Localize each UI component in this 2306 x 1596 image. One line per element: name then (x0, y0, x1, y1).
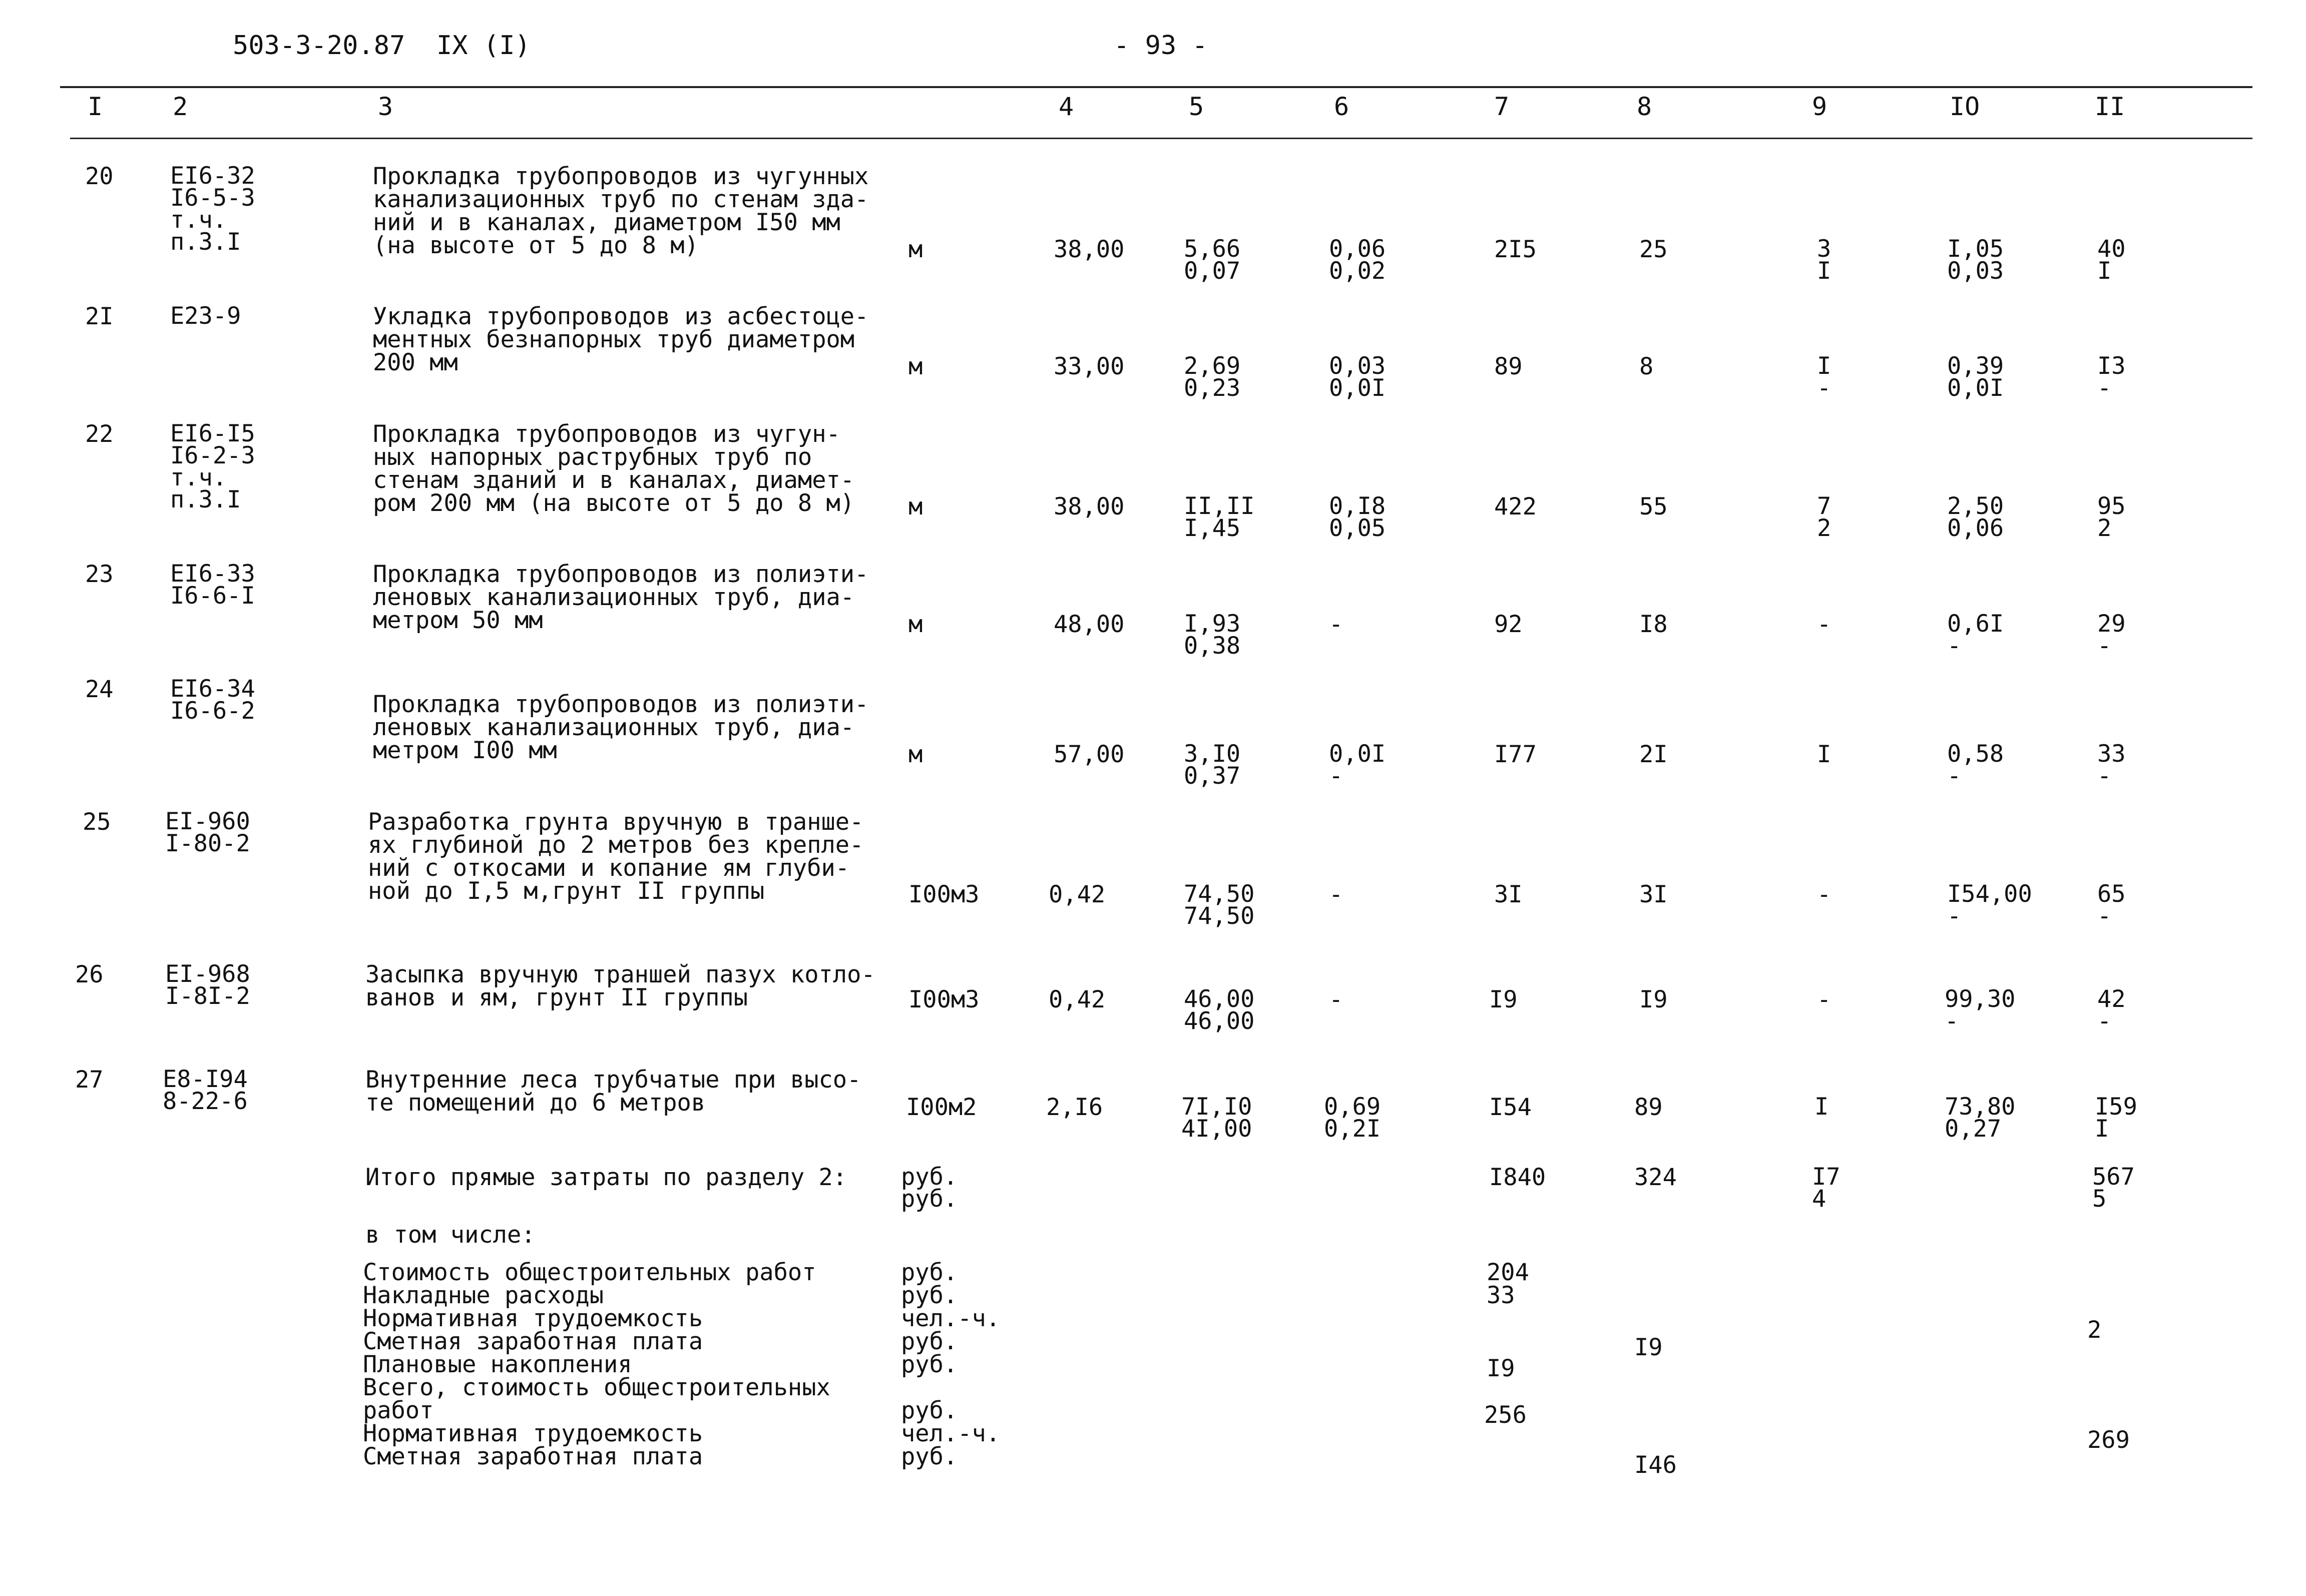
col5-value: II,II I,45 (1184, 492, 1255, 542)
col-header-11: II (2095, 92, 2125, 121)
total-label: Итого прямые затраты по разделу 2: (365, 1164, 847, 1191)
col10-value: 0,39 0,0I (1947, 352, 2004, 402)
document-code: 503-3-20.87 IX (I) (233, 31, 531, 61)
row-number: 22 (85, 420, 114, 448)
value-wages: I9 (1634, 1334, 1663, 1361)
col6-value: - (1329, 881, 1343, 908)
col7-value: 3I (1494, 881, 1523, 908)
unit: I00м3 (908, 986, 980, 1013)
col10-value: I54,00 - (1947, 880, 2032, 930)
col9-value: - (1817, 611, 1831, 638)
row-number: 26 (75, 961, 104, 988)
col10-value: 73,80 0,27 (1945, 1093, 2016, 1143)
col5-value: I,93 0,38 (1184, 610, 1241, 660)
including-label: в том числе: (365, 1221, 536, 1249)
col9-value: 7 2 (1817, 492, 1831, 542)
norm-code: EI-968 I-8I-2 (165, 960, 250, 1010)
col11-value: 29 - (2097, 610, 2126, 660)
col-header-8: 8 (1637, 92, 1652, 121)
value-overhead: 33 (1487, 1282, 1515, 1309)
col9-value: - (1817, 881, 1831, 908)
col6-value: 0,06 0,02 (1329, 235, 1386, 285)
value-labor-hours: 2 (2087, 1316, 2102, 1344)
unit: I00м3 (908, 881, 980, 908)
col9-value: 3 I (1817, 235, 1831, 285)
col8-value: 3I (1639, 881, 1668, 908)
value-total-labor-hours: 269 (2087, 1426, 2130, 1454)
quantity: 48,00 (1054, 611, 1125, 638)
value-total-wages: I46 (1634, 1451, 1677, 1479)
col-header-10: IO (1950, 92, 1980, 121)
col6-value: 0,69 0,2I (1324, 1093, 1381, 1143)
col10-value: 99,30 - (1945, 985, 2016, 1035)
col8-value: 55 (1639, 493, 1668, 520)
col11-value: 95 2 (2097, 492, 2126, 542)
col9-value: - (1817, 986, 1831, 1013)
col5-value: 7I,I0 4I,00 (1181, 1093, 1252, 1143)
col8-value: 8 (1639, 353, 1654, 380)
page-number: - 93 - (1114, 31, 1208, 61)
total-col11: 567 5 (2092, 1163, 2135, 1213)
col6-value: 0,0I - (1329, 740, 1386, 790)
summary-line-labels: Стоимость общестроительных работ Накладные расходы Нормативная трудоемкость Сметная заработная плата Плановые накопления Всего, стоимость общестроительных работ Нормативная трудоемкость Сметная заработная плата (363, 1259, 830, 1470)
table-top-rule (60, 86, 2252, 88)
work-description: Прокладка трубопроводов из полиэти- леновых канализационных труб, диа- метром 50 мм (373, 561, 869, 634)
col10-value: I,05 0,03 (1947, 235, 2004, 285)
quantity: 2,I6 (1046, 1094, 1103, 1121)
col11-value: I59 I (2095, 1093, 2137, 1143)
total-col8: 324 (1634, 1164, 1677, 1191)
col5-value: 3,I0 0,37 (1184, 740, 1241, 790)
row-number: 2I (85, 303, 114, 330)
col-header-3: 3 (378, 92, 393, 121)
col8-value: I9 (1639, 986, 1668, 1013)
unit: м (908, 236, 923, 263)
total-col9: I7 4 (1812, 1163, 1840, 1213)
col-header-4: 4 (1059, 92, 1074, 121)
col8-value: I8 (1639, 611, 1668, 638)
col6-value: 0,I8 0,05 (1329, 492, 1386, 542)
work-description: Укладка трубопроводов из асбестоце- ментных безнапорных труб диаметром 200 мм (373, 303, 869, 376)
total-col7: I840 (1489, 1164, 1546, 1191)
row-number: 20 (85, 163, 114, 190)
row-number: 23 (85, 561, 114, 588)
summary-line-units: руб. руб. чел.-ч. руб. руб. руб. чел.-ч. руб. (901, 1259, 1001, 1470)
col7-value: 92 (1494, 611, 1523, 638)
work-description: Прокладка трубопроводов из чугун- ных напорных раструбных труб по стенам зданий и в каналах, диамет- ром 200 мм (на высоте от 5 до 8 м) (373, 420, 855, 517)
col11-value: 33 - (2097, 740, 2126, 790)
quantity: 0,42 (1049, 881, 1106, 908)
unit: м (908, 611, 923, 638)
col-header-2: 2 (173, 92, 188, 121)
unit: м (908, 353, 923, 380)
col-header-5: 5 (1189, 92, 1204, 121)
quantity: 0,42 (1049, 986, 1106, 1013)
row-number: 25 (83, 808, 111, 836)
quantity: 38,00 (1054, 493, 1125, 520)
table-header-rule (70, 138, 2252, 139)
col8-value: 89 (1634, 1094, 1663, 1121)
value-planned-savings: I9 (1487, 1355, 1515, 1382)
col7-value: 89 (1494, 353, 1523, 380)
col11-value: I3 - (2097, 352, 2126, 402)
norm-code: EI6-32 I6-5-3 т.ч. п.3.I (170, 162, 255, 256)
col10-value: 0,58 - (1947, 740, 2004, 790)
col7-value: 422 (1494, 493, 1537, 520)
work-description: Прокладка трубопроводов из полиэти- леновых канализационных труб, диа- метром I00 мм (373, 691, 869, 764)
value-general-construction: 204 (1487, 1259, 1529, 1286)
col5-value: 46,00 46,00 (1184, 985, 1255, 1035)
work-description: Внутренние леса трубчатые при высо- те помещений до 6 метров (365, 1066, 861, 1117)
col7-value: I54 (1489, 1094, 1532, 1121)
col6-value: - (1329, 986, 1343, 1013)
col8-value: 2I (1639, 741, 1668, 768)
col8-value: 25 (1639, 236, 1668, 263)
col9-value: I (1817, 741, 1831, 768)
row-number: 27 (75, 1066, 104, 1094)
col9-value: I - (1817, 352, 1831, 402)
col5-value: 5,66 0,07 (1184, 235, 1241, 285)
work-description: Разработка грунта вручную в транше- ях глубиной до 2 метров без крепле- ний с откосами и копание ям глуби- ной до I,5 м,грунт II группы (368, 808, 864, 905)
work-description: Засыпка вручную траншей пазух котло- ванов и ям, грунт II группы (365, 961, 875, 1011)
unit: м (908, 741, 923, 768)
col-header-9: 9 (1812, 92, 1827, 121)
col9-value: I (1814, 1093, 1829, 1121)
col11-value: 42 - (2097, 985, 2126, 1035)
value-total-construction: 256 (1484, 1401, 1527, 1429)
col7-value: I77 (1494, 741, 1537, 768)
col10-value: 0,6I - (1947, 610, 2004, 660)
norm-code: E8-I94 8-22-6 (163, 1066, 248, 1115)
col6-value: - (1329, 611, 1343, 638)
col-header-1: I (88, 92, 103, 121)
norm-code: E23-9 (170, 302, 241, 330)
col7-value: 2I5 (1494, 236, 1537, 263)
col-header-7: 7 (1494, 92, 1510, 121)
col7-value: I9 (1489, 986, 1518, 1013)
col10-value: 2,50 0,06 (1947, 492, 2004, 542)
col-header-6: 6 (1334, 92, 1349, 121)
norm-code: EI6-33 I6-6-I (170, 560, 255, 610)
col11-value: 65 - (2097, 880, 2126, 930)
unit: м (908, 493, 923, 520)
unit: I00м2 (906, 1094, 977, 1121)
norm-code: EI6-I5 I6-2-3 т.ч. п.3.I (170, 420, 255, 513)
work-description: Прокладка трубопроводов из чугунных канализационных труб по стенам зда- ний и в каналах, диаметром I50 мм (на высоте от 5 до 8 м) (373, 163, 869, 259)
col5-value: 2,69 0,23 (1184, 352, 1241, 402)
norm-code: EI6-34 I6-6-2 (170, 675, 255, 725)
quantity: 38,00 (1054, 236, 1125, 263)
norm-code: EI-960 I-80-2 (165, 808, 250, 857)
col5-value: 74,50 74,50 (1184, 880, 1255, 930)
row-number: 24 (85, 676, 114, 703)
col11-value: 40 I (2097, 235, 2126, 285)
quantity: 33,00 (1054, 353, 1125, 380)
quantity: 57,00 (1054, 741, 1125, 768)
col6-value: 0,03 0,0I (1329, 352, 1386, 402)
total-unit: руб. руб. (901, 1163, 958, 1213)
